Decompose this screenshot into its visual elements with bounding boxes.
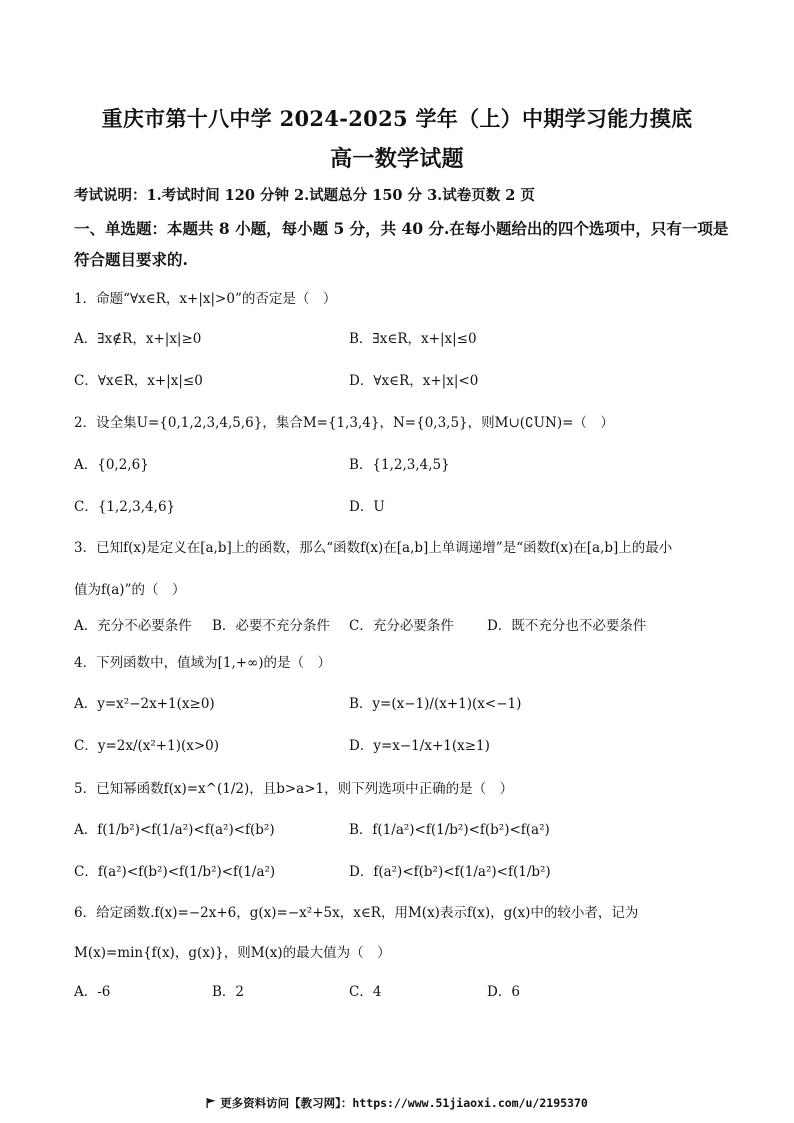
- question-6-option-b: B．2: [212, 984, 245, 1000]
- question-4-option-c: C．y=2x/(x²+1)(x>0): [74, 738, 220, 754]
- footer: [0, 1095, 794, 1111]
- question-5-option-c: C．f(a²)<f(b²)<f(1/b²)<f(1/a²): [74, 864, 276, 880]
- question-6-stem-line2: M(x)=min{f(x)，g(x)}，则M(x)的最大值为（ ）: [74, 945, 391, 961]
- question-6-stem-line1: 6．给定函数.f(x)=−2x+6，g(x)=−x²+5x，x∈R，用M(x)表示f(x)，g(x)中的较小者，记为: [74, 905, 639, 921]
- exam-instructions: 考试说明：1.考试时间 120 分钟 2.试题总分 150 分 3.试卷页数 2 页: [74, 187, 535, 204]
- question-2-option-d: D．U: [349, 499, 385, 515]
- exam-subtitle: 高一数学试题: [330, 146, 464, 172]
- question-3-option-b: B．必要不充分条件: [212, 618, 330, 634]
- question-5-stem: 5．已知幂函数f(x)=x^(1/2)，且b>a>1，则下列选项中正确的是（ ）: [74, 781, 514, 797]
- flag-icon: [206, 1098, 216, 1108]
- question-2-option-a: A．{0,2,6}: [74, 457, 149, 473]
- footer-link[interactable]: 更多资料访问【教习网】：https://www.51jiaoxi.com/u/2195370: [220, 1096, 588, 1110]
- question-1-option-d: D．∀x∈R，x+|x|<0: [349, 373, 479, 389]
- question-3-stem-line1: 3．已知f(x)是定义在[a,b]上的函数，那么“函数f(x)在[a,b]上单调递增”是“函数f(x)在[a,b]上的最小: [74, 540, 673, 556]
- question-2-option-c: C．{1,2,3,4,6}: [74, 499, 176, 515]
- question-6-option-a: A．-6: [74, 984, 111, 1000]
- question-5-option-a: A．f(1/b²)<f(1/a²)<f(a²)<f(b²): [74, 822, 275, 838]
- question-3-option-a: A．充分不必要条件: [74, 618, 192, 634]
- question-3-stem-line2: 值为f(a)”的（ ）: [74, 582, 186, 598]
- question-4-option-b: B．y=(x−1)/(x+1)(x<−1): [349, 696, 522, 712]
- question-1-option-c: C．∀x∈R，x+|x|≤0: [74, 373, 203, 389]
- question-6-option-c: C．4: [349, 984, 382, 1000]
- question-3-option-c: C．充分必要条件: [349, 618, 454, 634]
- question-4-stem: 4．下列函数中，值域为[1,+∞)的是（ ）: [74, 655, 332, 671]
- question-4-option-d: D．y=x−1/x+1(x≥1): [349, 738, 490, 754]
- question-3-option-d: D．既不充分也不必要条件: [487, 618, 647, 634]
- exam-title: 重庆市第十八中学 2024-2025 学年（上）中期学习能力摸底: [101, 106, 693, 131]
- question-4-option-a: A．y=x²−2x+1(x≥0): [74, 696, 215, 712]
- question-1-option-b: B．∃x∈R，x+|x|≤0: [349, 331, 477, 347]
- question-5-option-d: D．f(a²)<f(b²)<f(1/a²)<f(1/b²): [349, 864, 551, 880]
- section-heading: 一、单选题：本题共 8 小题，每小题 5 分，共 40 分.在每小题给出的四个选项中，只有一项是符合题目要求的.: [74, 219, 729, 269]
- question-5-option-b: B．f(1/a²)<f(1/b²)<f(b²)<f(a²): [349, 822, 550, 838]
- question-2-stem: 2．设全集U={0,1,2,3,4,5,6}，集合M={1,3,4}，N={0,3,5}，则M∪(∁UN)=（ ）: [74, 415, 614, 431]
- question-1-option-a: A．∃x∉R，x+|x|≥0: [74, 331, 202, 347]
- question-1-stem: 1．命题“∀x∈R，x+|x|>0”的否定是（ ）: [74, 291, 337, 307]
- question-6-option-d: D．6: [487, 984, 520, 1000]
- question-2-option-b: B．{1,2,3,4,5}: [349, 457, 450, 473]
